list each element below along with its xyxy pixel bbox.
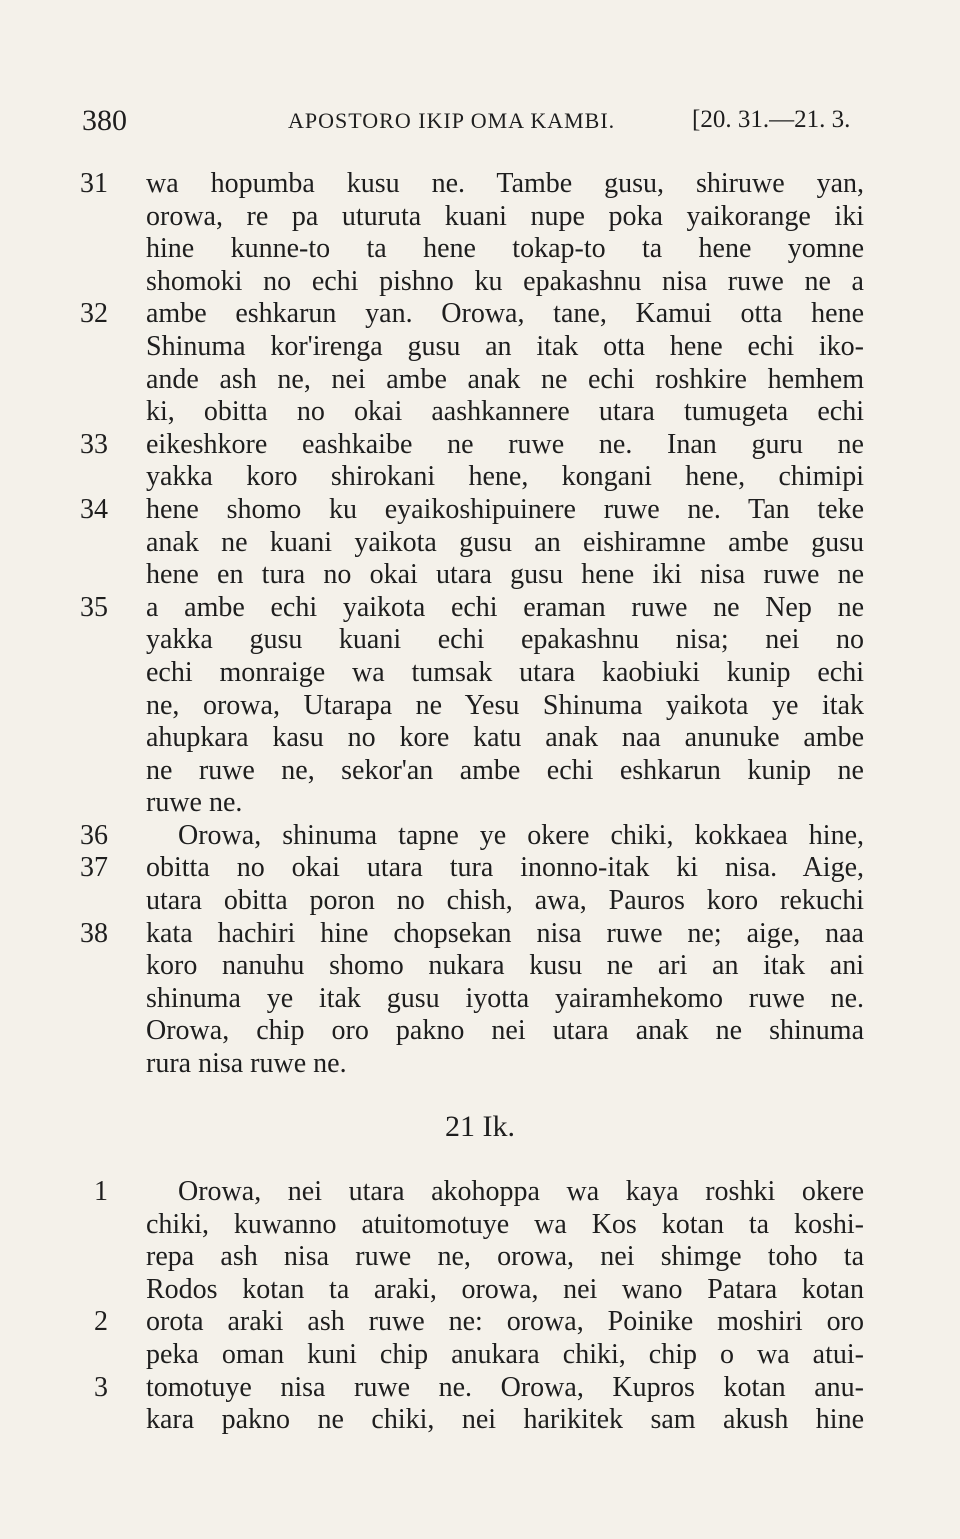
verse-number: 34 (80, 493, 108, 525)
text-line (0, 690, 960, 723)
verse-number: 2 (94, 1306, 108, 1338)
text-block-chapter-21 (0, 1176, 960, 1437)
line-text: hene en tura no okai utara gusu hene iki nisa ruwe ne (146, 559, 864, 591)
text-line (0, 331, 960, 364)
line-text: Rodos kotan ta araki, orowa, nei wano Patara kotan (146, 1273, 864, 1305)
line-text: yakka gusu kuani echi epakashnu nisa; nei no (146, 624, 864, 656)
line-text: rura nisa ruwe ne. (146, 1048, 347, 1080)
chapter-verse-reference: [20. 31.—21. 3. (692, 106, 851, 133)
verse-number: 32 (80, 298, 108, 330)
line-text: ki, obitta no okai aashkannere utara tumugeta echi (146, 396, 864, 428)
line-text: wa hopumba kusu ne. Tambe gusu, shiruwe yan, (146, 168, 864, 199)
chapter-heading: 21 Ik. (445, 1110, 515, 1143)
text-line (0, 1372, 960, 1405)
line-text: anak ne kuani yaikota gusu an eishiramne ambe gusu (146, 526, 864, 558)
text-block-chapter-20 (0, 168, 960, 1081)
text-line (0, 461, 960, 494)
text-line (0, 722, 960, 755)
verse-number: 37 (80, 852, 108, 884)
line-text: repa ash nisa ruwe ne, orowa, nei shimge toho ta (146, 1241, 864, 1273)
text-line (0, 1274, 960, 1307)
text-line (0, 592, 960, 625)
text-line (0, 983, 960, 1016)
text-line (0, 885, 960, 918)
text-line (0, 233, 960, 266)
line-text: koro nanuhu shomo nukara kusu ne ari an itak ani (146, 950, 864, 982)
text-line (0, 787, 960, 820)
line-text: hine kunne-to ta hene tokap-to ta hene yomne (146, 233, 864, 265)
running-title: APOSTORO IKIP OMA KAMBI. (288, 108, 616, 133)
line-text: tomotuye nisa ruwe ne. Orowa, Kupros kotan anu- (146, 1371, 864, 1403)
verse-number: 36 (80, 819, 108, 851)
line-text: peka oman kuni chip anukara chiki, chip o wa atui- (146, 1338, 864, 1370)
text-line (0, 1306, 960, 1339)
line-text: ne ruwe ne, sekor'an ambe echi eshkarun kunip ne (146, 754, 864, 786)
text-line (0, 527, 960, 560)
line-text: a ambe echi yaikota echi eraman ruwe ne Nep ne (146, 591, 864, 623)
line-text: ruwe ne. (146, 787, 243, 819)
line-text: obitta no okai utara tura inonno-itak ki nisa. Aige, (146, 852, 864, 884)
text-line (0, 1176, 960, 1209)
text-line (0, 1015, 960, 1048)
text-line (0, 559, 960, 592)
verse-number: 1 (94, 1176, 108, 1207)
text-line (0, 1339, 960, 1372)
page-number: 380 (82, 104, 127, 137)
text-line (0, 201, 960, 234)
line-text: ande ash ne, nei ambe anak ne echi roshkire hemhem (146, 363, 864, 395)
text-line (0, 820, 960, 853)
text-line (0, 918, 960, 951)
line-text: eikeshkore eashkaibe ne ruwe ne. Inan guru ne (146, 428, 864, 460)
line-text: Orowa, nei utara akohoppa wa kaya roshki okere (178, 1176, 864, 1207)
line-text: ne, orowa, Utarapa ne Yesu Shinuma yaikota ye itak (146, 689, 864, 721)
line-text: kara pakno ne chiki, nei harikitek sam akush hine (146, 1404, 864, 1436)
text-line (0, 168, 960, 201)
line-text: chiki, kuwanno atuitomotuye wa Kos kotan ta koshi- (146, 1208, 864, 1240)
line-text: hene shomo ku eyaikoshipuinere ruwe ne. Tan teke (146, 493, 864, 525)
line-text: Shinuma kor'irenga gusu an itak otta hene echi iko- (146, 330, 864, 362)
line-text: kata hachiri hine chopsekan nisa ruwe ne; aige, naa (146, 917, 864, 949)
text-line (0, 364, 960, 397)
text-line (0, 494, 960, 527)
text-line (0, 1241, 960, 1274)
line-text: yakka koro shirokani hene, kongani hene, chimipi (146, 461, 864, 493)
line-text: shinuma ye itak gusu iyotta yairamhekomo ruwe ne. (146, 982, 864, 1014)
text-line (0, 624, 960, 657)
line-text: orota araki ash ruwe ne: orowa, Poinike moshiri oro (146, 1306, 864, 1338)
text-line (0, 429, 960, 462)
line-text: Orowa, shinuma tapne ye okere chiki, kokkaea hine, (178, 819, 864, 851)
verse-number: 3 (94, 1371, 108, 1403)
text-line (0, 266, 960, 299)
text-line (0, 755, 960, 788)
line-text: ambe eshkarun yan. Orowa, tane, Kamui otta hene (146, 298, 864, 330)
verse-number: 35 (80, 591, 108, 623)
line-text: shomoki no echi pishno ku epakashnu nisa ruwe ne a (146, 265, 864, 297)
text-line (0, 396, 960, 429)
line-text: utara obitta poron no chish, awa, Pauros koro rekuchi (146, 885, 864, 917)
text-line (0, 950, 960, 983)
text-line (0, 1209, 960, 1242)
line-text: orowa, re pa uturuta kuani nupe poka yaikorange iki (146, 200, 864, 232)
text-line (0, 657, 960, 690)
text-line (0, 852, 960, 885)
verse-number: 38 (80, 917, 108, 949)
text-line (0, 1404, 960, 1437)
page-header (0, 100, 960, 144)
line-text: Orowa, chip oro pakno nei utara anak ne shinuma (146, 1015, 864, 1047)
line-text: ahupkara kasu no kore katu anak naa anunuke ambe (146, 722, 864, 754)
text-line (0, 1048, 960, 1081)
text-line (0, 298, 960, 331)
verse-number: 31 (80, 168, 108, 199)
line-text: echi monraige wa tumsak utara kaobiuki kunip echi (146, 656, 864, 688)
verse-number: 33 (80, 428, 108, 460)
